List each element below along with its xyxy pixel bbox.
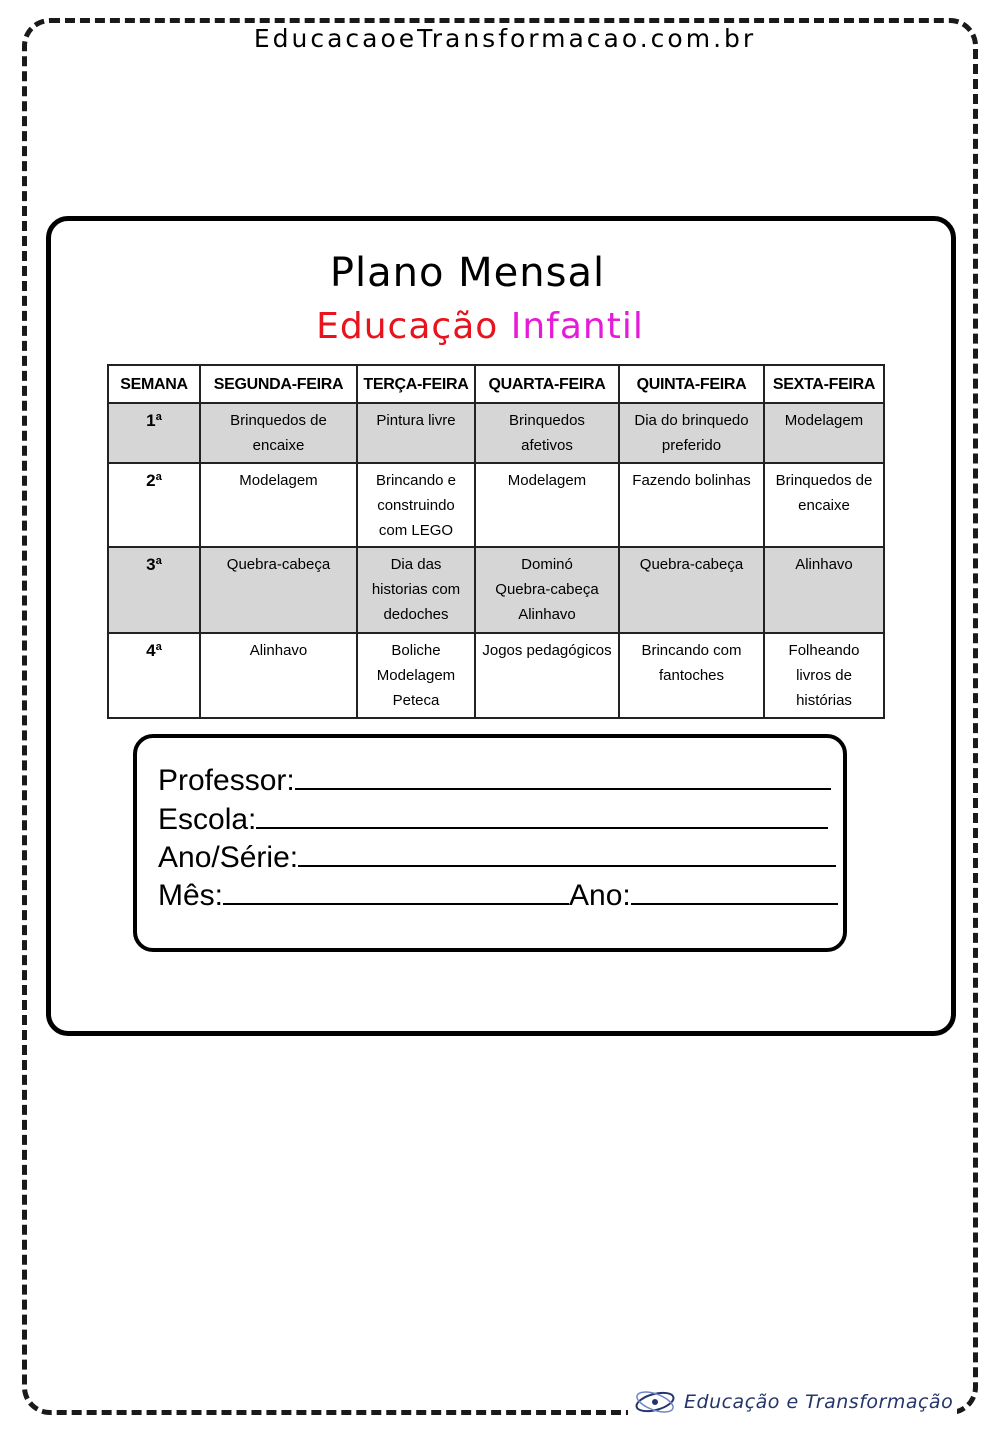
activity-cell-quarta (475, 633, 619, 718)
header-cell-terca: TERÇA-FEIRA (357, 365, 475, 403)
activity-text-line: Modelagem (376, 667, 456, 684)
activity-cell-quinta (619, 463, 764, 547)
week-number-cell: 4ª (108, 633, 200, 718)
activity-cell-sexta (764, 403, 884, 463)
activity-text-line: Quebra-cabeça (495, 581, 599, 598)
footer-brand (628, 1384, 957, 1420)
mes-ano-field[interactable] (158, 873, 838, 911)
table-row (108, 403, 884, 463)
subtitle-word-educacao: Educação (316, 306, 499, 347)
table-row (108, 463, 884, 547)
activity-text-line: Alinhavo (249, 642, 308, 659)
ano-blank-line[interactable] (631, 873, 838, 905)
activity-text-line: Jogos pedagógicos (482, 642, 612, 659)
activity-text-line: Dia do brinquedo (634, 412, 749, 429)
ano-serie-field[interactable] (158, 835, 836, 873)
activity-cell-sexta (764, 547, 884, 633)
activity-cell-quarta (475, 403, 619, 463)
activity-cell-terca (357, 547, 475, 633)
table-row (108, 633, 884, 718)
activity-text-line: Modelagem (507, 472, 587, 489)
activity-text-line: historias com (371, 581, 461, 598)
mes-label: Mês: (158, 879, 224, 912)
activity-text-line: Fazendo bolinhas (632, 472, 751, 489)
activity-text-line: Modelagem (239, 472, 318, 489)
activity-text-line: Folheando (788, 642, 860, 659)
activity-cell-segunda (200, 547, 357, 633)
activity-cell-segunda (200, 463, 357, 547)
activity-text-line: Alinhavo (518, 606, 576, 623)
activity-cell-terca (357, 403, 475, 463)
activity-text-line: Brinquedos (509, 412, 585, 429)
monthly-plan-table (107, 364, 885, 719)
activity-text-line: encaixe (798, 497, 850, 514)
header-cell-sexta: SEXTA-FEIRA (764, 365, 884, 403)
activity-text-line: Peteca (392, 692, 440, 709)
activity-text-line: Dia das (390, 556, 442, 573)
activity-cell-quinta (619, 547, 764, 633)
mes-blank-line[interactable] (223, 873, 569, 905)
header-cell-quarta: QUARTA-FEIRA (475, 365, 619, 403)
activity-text-line: Quebra-cabeça (639, 556, 744, 573)
activity-text-line: histórias (796, 692, 852, 709)
activity-cell-quarta (475, 547, 619, 633)
activity-text-line: Pintura livre (376, 412, 456, 429)
professor-field[interactable] (158, 758, 831, 796)
activity-cell-sexta (764, 633, 884, 718)
activity-text-line: preferido (661, 437, 722, 454)
escola-field[interactable] (158, 797, 828, 835)
activity-text-line: fantoches (658, 667, 725, 684)
week-number-cell: 3ª (108, 547, 200, 633)
professor-label: Professor: (158, 764, 295, 797)
activity-cell-segunda (200, 633, 357, 718)
activity-text-line: Boliche (391, 642, 441, 659)
activity-text-line: Alinhavo (795, 556, 853, 573)
activity-text-line: Brincando com (641, 642, 742, 659)
activity-text-line: com LEGO (378, 522, 454, 539)
activity-cell-sexta (764, 463, 884, 547)
activity-text-line: dedoches (383, 606, 449, 623)
professor-blank-line[interactable] (295, 758, 831, 790)
page-title: Plano Mensal (329, 250, 606, 296)
activity-text-line: Modelagem (784, 412, 864, 429)
activity-text-line: livros de (796, 667, 852, 684)
activity-text-line: Brinquedos de (775, 472, 873, 489)
activity-cell-terca (357, 463, 475, 547)
site-url-text: EducacaoeTransformacao.com.br (244, 24, 766, 53)
header-cell-quinta: QUINTA-FEIRA (619, 365, 764, 403)
week-number-cell: 1ª (108, 403, 200, 463)
activity-cell-quarta (475, 463, 619, 547)
site-url-header (0, 24, 1000, 53)
activity-text-line: afetivos (521, 437, 573, 454)
activity-cell-quinta (619, 403, 764, 463)
activity-text-line: Dominó (521, 556, 573, 573)
ano-label: Ano: (569, 879, 631, 912)
brand-name: Educação e Transformação (684, 1391, 954, 1413)
activity-cell-terca (357, 633, 475, 718)
activity-text-line: Quebra-cabeça (226, 556, 331, 573)
table-row (108, 547, 884, 633)
activity-text-line: Brincando e (375, 472, 457, 489)
activity-text-line: encaixe (252, 437, 305, 454)
brand-logo-icon (632, 1387, 678, 1417)
header-cell-semana: SEMANA (108, 365, 200, 403)
activity-text-line: Brinquedos de (230, 412, 327, 429)
activity-cell-segunda (200, 403, 357, 463)
activity-text-line: construindo (377, 497, 455, 514)
activity-cell-quinta (619, 633, 764, 718)
escola-blank-line[interactable] (256, 797, 828, 829)
escola-label: Escola: (158, 803, 257, 836)
ano-serie-label: Ano/Série: (158, 841, 299, 874)
header-cell-segunda: SEGUNDA-FEIRA (200, 365, 357, 403)
subtitle-word-infantil: Infantil (510, 306, 644, 347)
week-number-cell: 2ª (108, 463, 200, 547)
page-subtitle (0, 306, 960, 347)
table-header-row (108, 365, 884, 403)
ano-serie-blank-line[interactable] (298, 835, 836, 867)
